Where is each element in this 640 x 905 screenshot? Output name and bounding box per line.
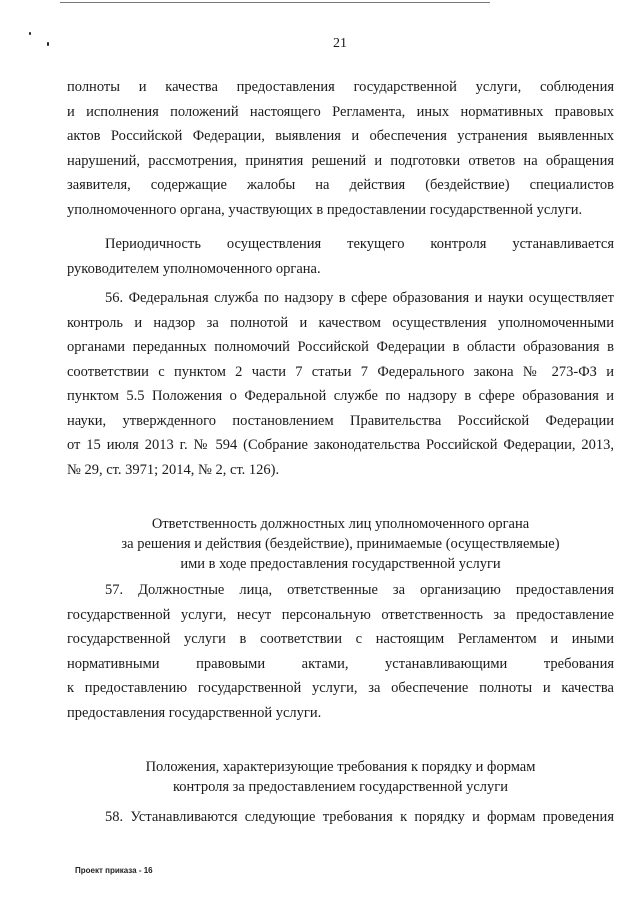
heading-line: ими в ходе предоставления государственной услуги <box>180 556 501 572</box>
text-line: пунктом 5.5 Положения о Федеральной службе по надзору в сфере образования и <box>67 388 614 404</box>
text-line: к предоставлению государственной услуги, за обеспечение полноты и качества <box>67 680 614 696</box>
text-line: 56. Федеральная служба по надзору в сфере образования и науки осуществляет <box>105 290 614 306</box>
paragraph-58 <box>67 805 614 830</box>
text-line: предоставления государственной услуги. <box>67 704 322 721</box>
text-line: государственной услуги, несут персональную ответственность за предоставление <box>67 606 614 623</box>
section-heading-responsibility <box>67 514 614 574</box>
text-line: от 15 июля 2013 г. № 594 (Собрание законодательства Российской Федерации, 2013, <box>67 437 614 453</box>
page-number: 21 <box>333 36 347 51</box>
text-line: Периодичность осуществления текущего контроля устанавливается <box>105 236 614 252</box>
text-line: полноты и качества предоставления государственной услуги, соблюдения <box>67 79 614 95</box>
text-line: № 29, ст. 3971; 2014, № 2, ст. 126). <box>67 461 280 478</box>
text-line: соответствии с пунктом 2 части 7 статьи 7 Федерального закона № 273-ФЗ и <box>67 363 614 380</box>
paragraph-quality-control <box>67 75 614 222</box>
text-line: контроль и надзор за полнотой и качеством осуществления уполномоченными <box>67 314 614 331</box>
heading-line: за решения и действия (бездействие), принимаемые (осуществляемые) <box>121 536 560 552</box>
text-line: нарушений, рассмотрения, принятия решений и подготовки ответов на обращения <box>67 152 614 169</box>
text-line: науки, утвержденного постановлением Правительства Российской Федерации <box>67 412 614 429</box>
text-line: актов Российской Федерации, выявления и обеспечения устранения выявленных <box>67 128 614 144</box>
text-line: нормативными правовыми актами, устанавливающими требования <box>67 655 614 672</box>
text-line: заявителя, содержащие жалобы на действия (бездействие) специалистов <box>67 177 614 193</box>
footer-label: Проект приказа - 16 <box>75 866 153 875</box>
heading-line: контроля за предоставлением государственной услуги <box>172 779 508 795</box>
paragraph-57 <box>67 578 614 725</box>
scan-edge-line <box>60 2 490 3</box>
text-line: 58. Устанавливаются следующие требования к порядку и формам проведения <box>105 809 614 825</box>
heading-line: Ответственность должностных лиц уполномоченного органа <box>151 516 530 532</box>
heading-line: Положения, характеризующие требования к порядку и формам <box>145 759 536 775</box>
scan-speck <box>29 32 31 35</box>
paragraph-56 <box>67 286 614 482</box>
text-line: органами переданных полномочий Российской Федерации в области образования в <box>67 339 614 355</box>
text-line: 57. Должностные лица, ответственные за организацию предоставления <box>105 582 614 598</box>
text-line: и исполнения положений настоящего Регламента, иных нормативных правовых <box>67 103 614 120</box>
section-heading-requirements <box>67 757 614 797</box>
text-line: уполномоченного органа, участвующих в предоставлении государственной услуги. <box>67 201 583 218</box>
text-line: государственной услуги в соответствии с настоящим Регламентом и иными <box>67 631 614 647</box>
paragraph-periodicity <box>67 232 614 281</box>
text-line: руководителем уполномоченного органа. <box>67 260 321 277</box>
